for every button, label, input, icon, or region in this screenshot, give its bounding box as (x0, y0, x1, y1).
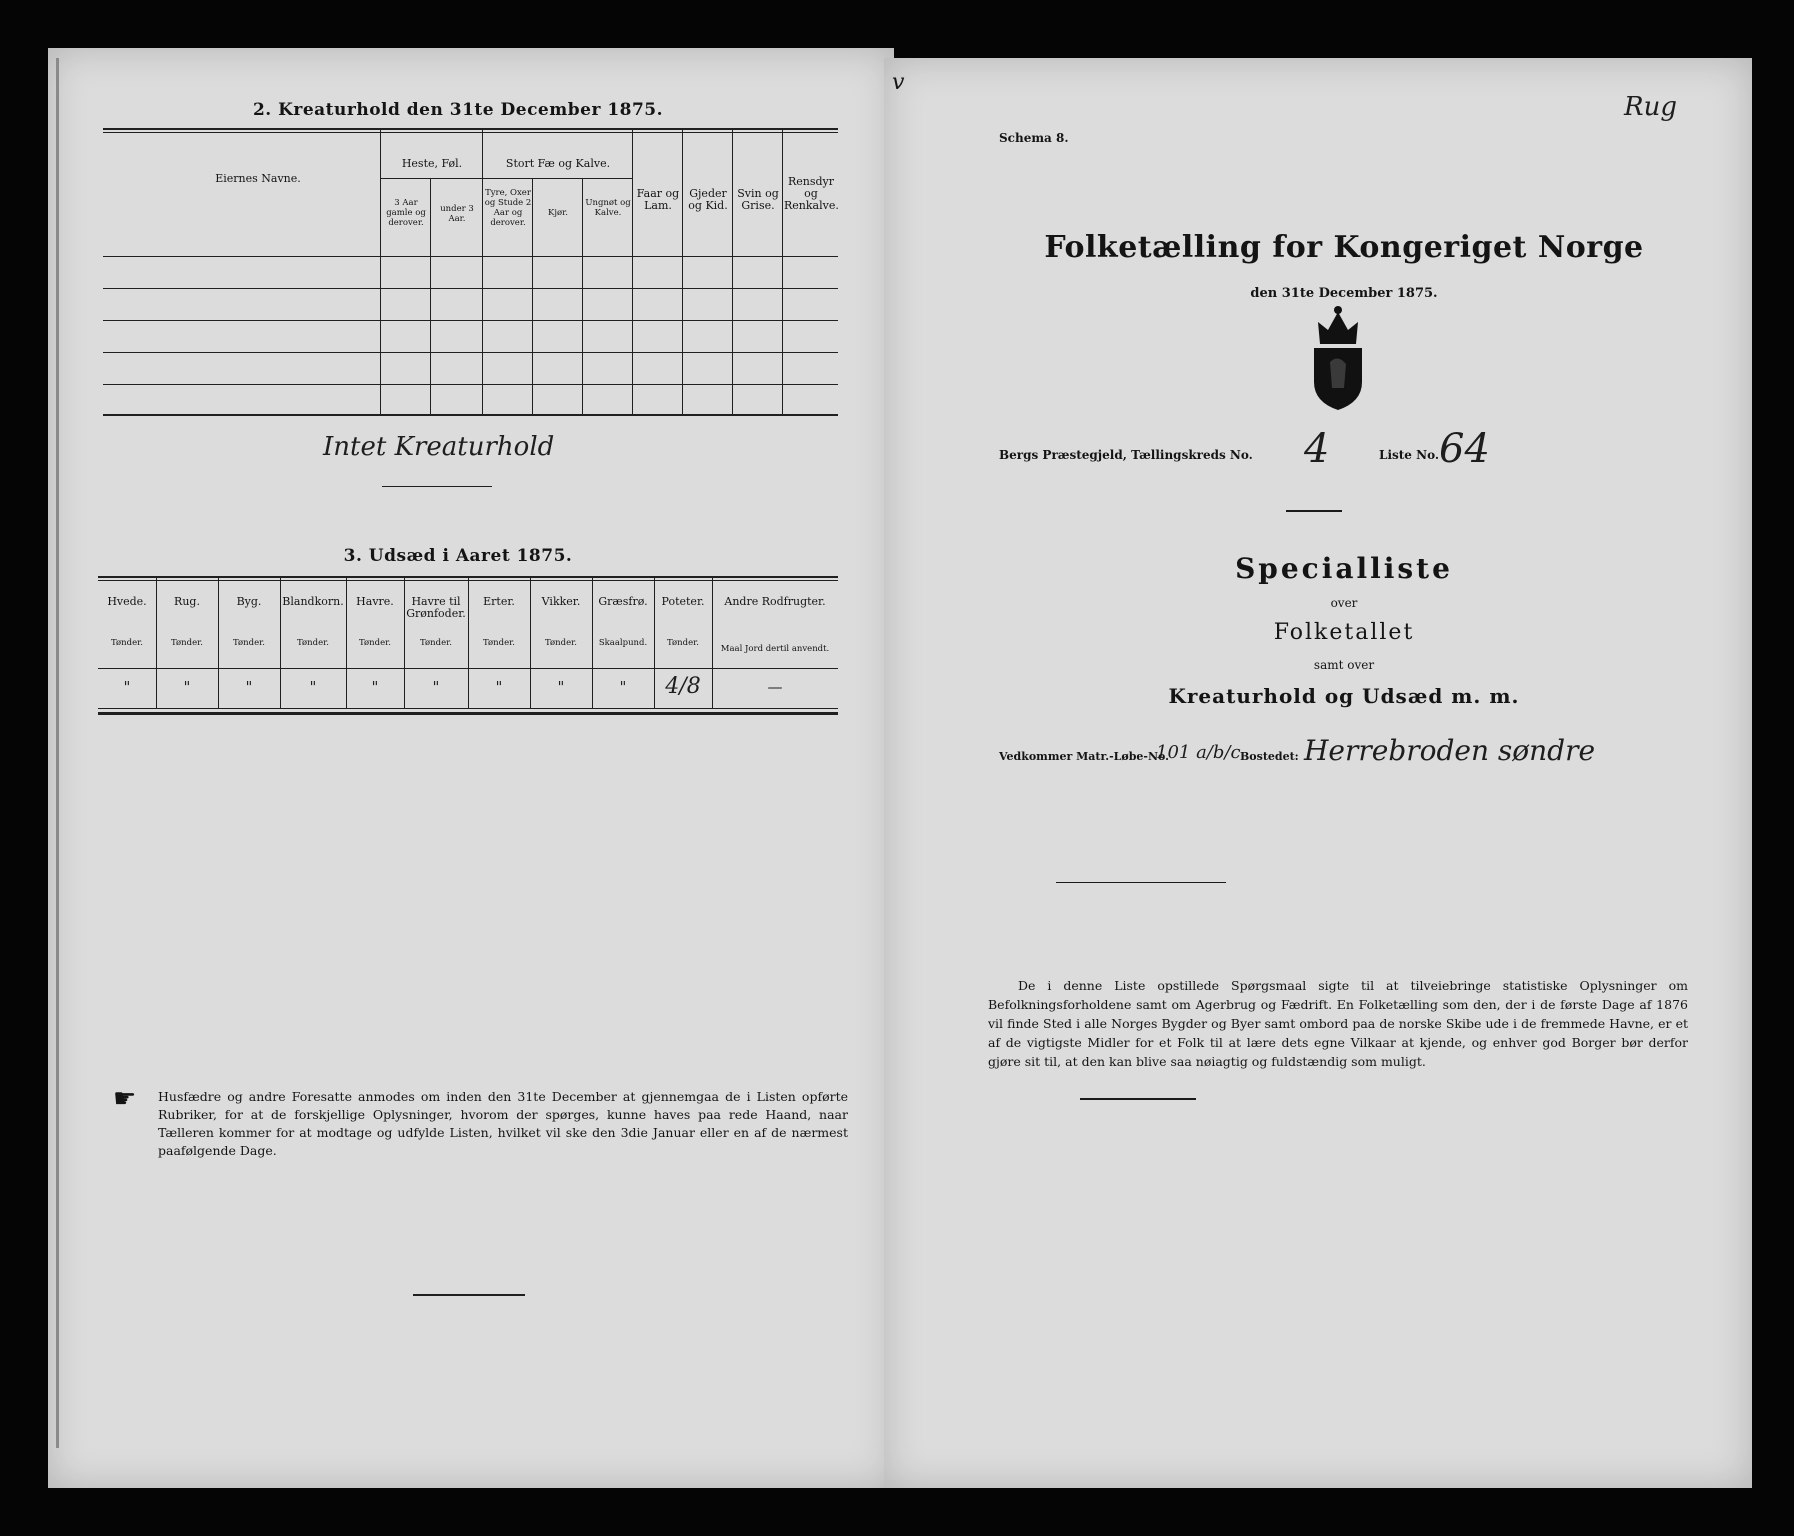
seed-value-cell: " (619, 678, 627, 696)
matr-label: Vedkommer Matr.-Løbe-No. (999, 750, 1169, 763)
list-label: Liste No. (1379, 448, 1440, 462)
t2-group-line (380, 178, 632, 179)
cattle-cows-header: Kjør. (548, 208, 568, 218)
seed-column-unit: Tønder. (297, 638, 329, 648)
footer-divider (413, 1294, 525, 1296)
seed-value-cell: " (432, 678, 440, 696)
population-heading: Folketallet (1273, 620, 1415, 645)
seed-column-unit: Tønder. (233, 638, 265, 648)
footer-divider (1080, 1098, 1196, 1100)
right-page (884, 58, 1752, 1488)
cattle-header: Stort Fæ og Kalve. (505, 157, 611, 170)
section3-title: 3. Udsæd i Aaret 1875. (343, 546, 573, 566)
horses-young-header: under 3 Aar. (440, 204, 474, 224)
seed-value-cell: " (495, 678, 503, 696)
seed-column-name: Græsfrø. (598, 595, 648, 608)
seed-value-cell: 4/8 (665, 674, 701, 699)
divider (1286, 510, 1342, 512)
t2-col-line (380, 130, 381, 414)
livestock-seed-heading: Kreaturhold og Udsæd m. m. (1168, 684, 1520, 708)
margin-checkmark: v (892, 70, 905, 95)
divider (382, 486, 492, 487)
seed-column-unit: Skaalpund. (598, 638, 648, 648)
district-number: 4 (1304, 426, 1330, 472)
divider (1056, 882, 1226, 883)
seed-column-name: Havre til Grønfoder. (406, 595, 466, 620)
matr-number: 101 a/b/c (1156, 742, 1241, 763)
t2-col-line (532, 178, 533, 414)
seed-value-cell: " (183, 678, 191, 696)
table2-top-rule2 (103, 132, 838, 133)
seed-value-cell: " (309, 678, 317, 696)
t2-row-line (103, 288, 838, 289)
notice-text: Husfædre og andre Foresatte anmodes om inden den 31te December at gjennemgaa de i Listen opførte Rubriker, for at de forskjellige Oplysninger, hvorom der spørges, kunne haves paa rede Haand, naar Tælleren kommer for at modtage og udfylde Listen, hvilket vil ske den 3die Januar eller en af de nærmest paafølgende Dage. (158, 1089, 848, 1158)
t2-header-bottom (103, 256, 838, 257)
t2-row-line (103, 320, 838, 321)
t2-col-line (632, 130, 633, 414)
t2-col-line (482, 130, 483, 414)
handwritten-no-livestock: Intet Kreaturhold (323, 432, 555, 462)
seed-value-cell: — (767, 678, 783, 696)
t2-col-line (682, 130, 683, 414)
horses-old-header: 3 Aar gamle og derover. (386, 198, 426, 228)
seed-column-unit: Maal Jord dertil anvendt. (720, 644, 830, 654)
t3-row-bottom (98, 708, 838, 709)
t2-row-line (103, 384, 838, 385)
seed-value-cell: " (245, 678, 253, 696)
cattle-bulls-header: Tyre, Oxer og Stude 2 Aar og derover. (484, 188, 532, 228)
list-number: 64 (1439, 426, 1490, 472)
seed-column-name: Andre Rodfrugter. (724, 595, 826, 608)
horses-header: Heste, Føl. (401, 157, 463, 170)
seed-value-cell: " (371, 678, 379, 696)
pointing-hand-icon: ☛ (113, 1084, 137, 1114)
section2-title: 2. Kreaturhold den 31te December 1875. (252, 100, 664, 120)
reindeer-header: Rensdyr og Renkalve. (784, 175, 839, 212)
sheep-header: Faar og Lam. (636, 187, 680, 212)
seed-column-name: Blandkorn. (282, 595, 344, 608)
seed-value-cell: " (123, 678, 131, 696)
seed-column-unit: Tønder. (545, 638, 577, 648)
special-list-title: Specialliste (1235, 552, 1453, 585)
seed-column-unit: Tønder. (420, 638, 452, 648)
cattle-young-header: Ungnøt og Kalve. (585, 198, 631, 218)
seed-column-unit: Tønder. (171, 638, 203, 648)
t2-col-line (782, 130, 783, 414)
seed-column-unit: Tønder. (111, 638, 143, 648)
t3-bottom-rule (98, 712, 838, 715)
seed-column-unit: Tønder. (359, 638, 391, 648)
seed-column-name: Vikker. (541, 595, 581, 608)
left-page (48, 48, 894, 1488)
seed-column-name: Byg. (236, 595, 262, 608)
also-over-label: samt over (1313, 658, 1375, 672)
over-label: over (1330, 596, 1358, 610)
seed-value-cell: " (557, 678, 565, 696)
seed-column-unit: Tønder. (483, 638, 515, 648)
goats-header: Gjeder og Kid. (688, 187, 728, 212)
pigs-header: Svin og Grise. (737, 187, 779, 212)
t2-row-line (103, 352, 838, 353)
residence-label: Bostedet: (1240, 750, 1299, 763)
seed-column-name: Rug. (174, 595, 200, 608)
census-date: den 31te December 1875. (1250, 286, 1438, 301)
owner-names-header: Eiernes Navne. (215, 172, 301, 185)
table2-bottom-rule (103, 414, 838, 416)
corner-handwritten-note: Rug (1624, 92, 1677, 122)
seed-column-unit: Tønder. (667, 638, 699, 648)
parish-label: Bergs Præstegjeld, Tællingskreds No. (999, 448, 1253, 462)
seed-column-name: Erter. (483, 595, 515, 608)
residence-name: Herrebroden søndre (1304, 734, 1596, 767)
seed-column-name: Havre. (356, 595, 394, 608)
explanatory-paragraph: De i denne Liste opstillede Spørgsmaal sigte til at tilveiebringe statistiske Oplysninger om Befolkningsforholdene samt om Agerbrug og Fædrift. En Folketælling som den, der i de første Dage af 1876 vil finde Sted i alle Norges Bygder og Byer samt ombord paa de norske Skibe ude i de fremmede Havne, er et af de vigtigste Midler for et Folk til at lære dets egne Vilkaar at kjende, og enhver god Borger bør derfor gjøre sit til, at den kan blive saa nøiagtig og fuldstændig som muligt. (988, 978, 1688, 1069)
norway-coat-of-arms-icon (1308, 302, 1368, 412)
table2-top-rule (103, 128, 838, 130)
seed-column-name: Poteter. (661, 595, 705, 608)
t2-col-line (732, 130, 733, 414)
census-title: Folketælling for Kongeriget Norge (1044, 230, 1644, 265)
t2-col-line (430, 178, 431, 414)
t2-col-line (582, 178, 583, 414)
seed-column-name: Hvede. (107, 595, 147, 608)
schema-number: Schema 8. (999, 131, 1069, 145)
